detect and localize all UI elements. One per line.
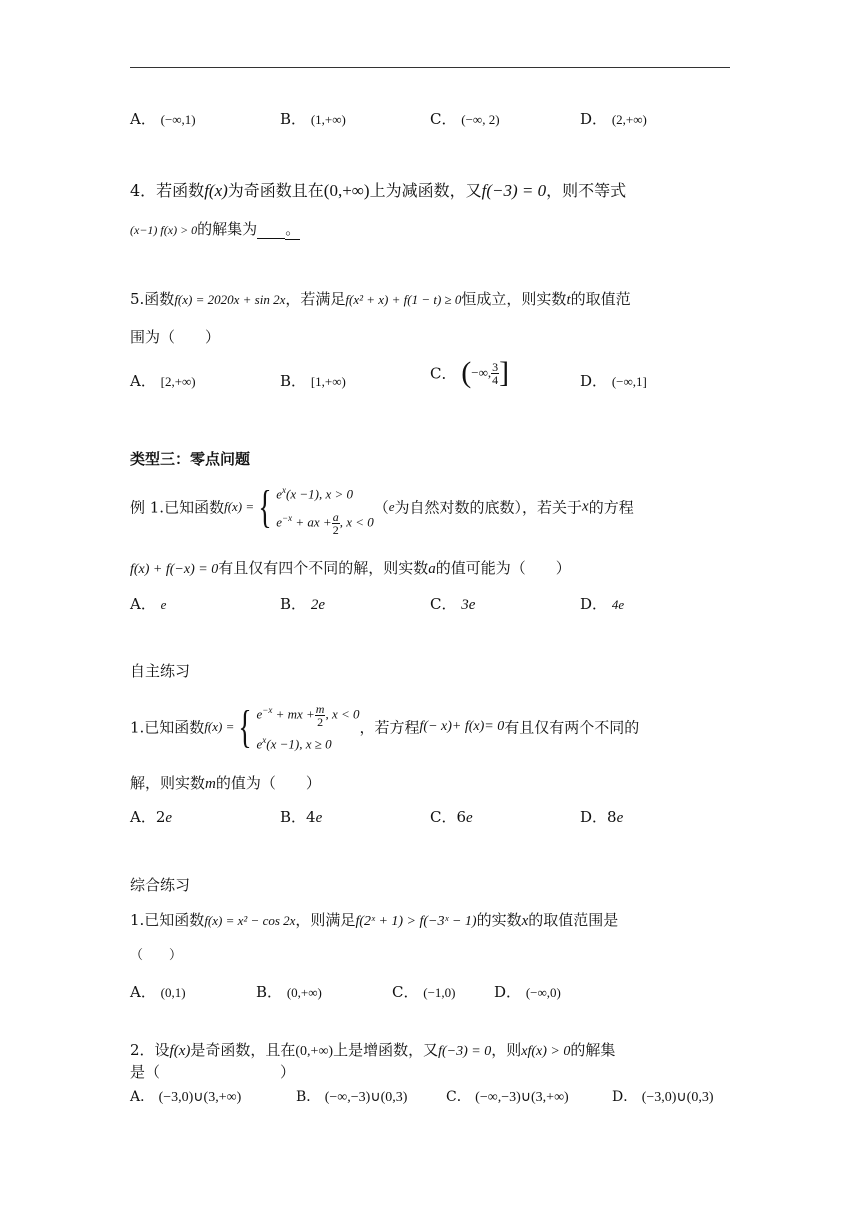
q5-line2: 围为（ ）	[130, 328, 221, 346]
equation: f(− x)+ f(x)= 0	[419, 719, 505, 735]
cq1-option-c	[392, 981, 456, 1002]
case-exponent: −x	[282, 513, 293, 524]
sp-option-a	[130, 806, 172, 827]
cq1-option-a	[130, 981, 186, 1002]
option-label: C．	[430, 110, 457, 128]
inequality: (x−1) f(x) > 0	[130, 223, 198, 237]
sp-text: ，若方程	[359, 718, 420, 737]
case-2	[256, 728, 359, 756]
case-rest: (x −1), x > 0	[286, 486, 354, 502]
option-value: −∞,	[471, 365, 492, 380]
option-value: (−∞,1]	[611, 374, 647, 389]
option-value: 4	[306, 808, 316, 826]
sp-text: 的值为（ ）	[215, 774, 321, 792]
option-label: B．	[280, 595, 307, 613]
option-value: (1,+∞)	[310, 112, 346, 127]
q5-text: ，若满足	[285, 290, 346, 308]
ex1-option-d	[580, 593, 624, 614]
q5-number: 5.函数	[130, 290, 175, 308]
cq2-line2: 是（ ）	[130, 1063, 296, 1081]
q4-text: 的解集为	[197, 220, 258, 238]
variable: a	[428, 561, 436, 577]
piecewise-cases	[256, 698, 359, 756]
option-value: 3e	[461, 597, 476, 613]
variable: e	[388, 499, 395, 515]
cq1-option-d	[494, 981, 561, 1002]
sp-option-d	[580, 806, 623, 827]
option-label: B．	[280, 110, 307, 128]
option-label: D．	[580, 372, 608, 390]
section-title: 类型三：零点问题	[130, 450, 251, 468]
ex1-option-a	[130, 593, 166, 614]
inequality: f(x² + x) + f(1 − t) ≥ 0	[345, 292, 462, 307]
case-base: e	[256, 736, 263, 752]
option-value: (2,+∞)	[611, 112, 647, 127]
case-2	[276, 506, 373, 536]
fraction-denominator: 4	[492, 372, 499, 387]
cq2-text: 上是增函数，又	[333, 1041, 439, 1059]
fraction-numerator: m	[315, 701, 325, 716]
q4-line1	[130, 178, 626, 201]
interval: (0,+∞)	[323, 181, 370, 200]
q3-option-d	[580, 108, 647, 129]
variable: x	[582, 498, 589, 515]
option-label: A．	[130, 110, 156, 128]
cq1-option-b	[256, 981, 322, 1002]
ex1-line1: 例 1.已知函数f(x) ={ $e^x(x -1)$, x > 0 $e^{-x}$ + ax + $\frac{a}{2}$ , x < 0 （e为自然对数的底数），若关于x的方程	[130, 478, 634, 536]
option-value: (−∞,−3)∪(3,+∞)	[475, 1090, 569, 1105]
e-symbol: e	[315, 810, 323, 826]
option-label: A．	[130, 808, 156, 826]
sp-option-c	[430, 806, 473, 827]
fraction-numerator: 3	[492, 359, 499, 374]
ex1-text: 的方程	[588, 498, 634, 517]
q3-option-a	[130, 108, 196, 129]
option-label: A．	[130, 595, 156, 613]
variable: t	[566, 292, 571, 308]
cq1-line2: （ ）	[130, 948, 183, 963]
option-label: D．	[612, 1089, 638, 1105]
fraction-denominator: 2	[317, 714, 324, 729]
q5-text: 恒成立，则实数	[461, 290, 567, 308]
header-rule	[130, 67, 730, 68]
q5-option-c: C． (−∞, $\frac{3}{4}$ ]	[430, 356, 510, 389]
sp-line1: 1.已知函数f(x) ={ $e^{-x}$ + mx + $\frac{m}{2}$ , x < 0 $e^x(x -1)$, x ≥ 0 ，若方程f(− x)+ f(x)= 0有且仅有两个不同的	[130, 698, 639, 756]
function-def: f(x) = x² − cos 2x	[204, 913, 296, 928]
cq2-option-c	[446, 1086, 569, 1106]
interval: (0,+∞)	[295, 1044, 334, 1059]
ex1-text: 为自然对数的底数），若关于	[394, 498, 583, 517]
q5-option-d	[580, 370, 647, 391]
piecewise-cases	[276, 478, 373, 536]
q4-text: 上为减函数，又	[369, 181, 482, 200]
function-symbol: f(x) =	[224, 499, 255, 515]
inequality: f(2ˣ + 1) > f(−3ˣ − 1)	[355, 914, 477, 929]
e-symbol: e	[466, 810, 473, 826]
q4-number: 4．若函数	[130, 181, 205, 200]
option-label: A．	[130, 983, 156, 1001]
function-symbol: f(x)	[169, 1043, 191, 1059]
ex1-text: （	[373, 498, 389, 517]
cq2-text: 的解集	[570, 1041, 616, 1059]
option-value: (0,1)	[160, 985, 186, 1000]
case-rest: , x < 0	[325, 706, 360, 722]
condition: f(−3) = 0	[438, 1044, 492, 1059]
option-value: (−∞,−3)∪(0,3)	[324, 1090, 408, 1105]
option-value: 2	[155, 808, 166, 826]
option-value: (−∞,1)	[160, 112, 196, 127]
ex1-lead: 例 1.已知函数	[130, 498, 225, 517]
case-base: e	[276, 486, 283, 502]
option-value: 8	[607, 808, 617, 826]
option-label: A．	[130, 372, 156, 390]
condition: f(−3) = 0	[481, 181, 547, 200]
option-value: 2e	[310, 597, 325, 613]
cq2-option-d	[612, 1086, 713, 1106]
option-label: C．	[430, 364, 457, 383]
option-value: 4e	[611, 597, 625, 612]
variable: m	[205, 776, 216, 792]
case-base: e	[276, 514, 283, 530]
inequality: xf(x) > 0	[521, 1044, 571, 1059]
q5-line1	[130, 288, 631, 309]
q3-option-c	[430, 108, 500, 129]
option-label: A．	[130, 1089, 155, 1105]
sp-lead: 1.已知函数	[130, 718, 205, 737]
case-exponent: x	[262, 734, 267, 745]
fraction-numerator: a	[332, 510, 339, 525]
comprehensive-title: 综合练习	[130, 876, 191, 894]
case-rest: (x −1), x ≥ 0	[266, 736, 332, 752]
cq1-text: 的取值范围是	[528, 911, 619, 929]
function-def: f(x) = 2020x + sin 2x	[174, 292, 286, 307]
case-base: e	[256, 706, 263, 722]
q4-text: 为奇函数且在	[227, 181, 324, 200]
option-label: B．	[296, 1089, 321, 1105]
option-label: B．	[280, 372, 307, 390]
case-1	[256, 698, 359, 728]
cq2-line1	[130, 1039, 615, 1060]
cq1-text: ，则满足	[295, 911, 356, 929]
function-symbol: f(x) =	[204, 719, 235, 735]
q4-text: ，则不等式	[546, 181, 627, 200]
option-label: B．	[280, 808, 307, 826]
cq2-option-a	[130, 1086, 241, 1106]
option-label: D．	[580, 595, 608, 613]
option-value: (−3,0)∪(0,3)	[641, 1090, 714, 1105]
sp-line2	[130, 772, 321, 793]
option-label: C．	[392, 983, 419, 1001]
answer-blank	[257, 220, 285, 239]
sp-text: 解，则实数	[130, 774, 206, 792]
fraction-denominator: 2	[332, 523, 339, 538]
option-label: D．	[580, 110, 608, 128]
ex1-line2	[130, 557, 571, 578]
q5-option-a	[130, 370, 196, 391]
ex1-text: 有且仅有四个不同的解，则实数	[218, 559, 429, 577]
option-label: C．	[446, 1089, 471, 1105]
self-practice-title: 自主练习	[130, 662, 191, 680]
answer-blank-end: 。	[285, 220, 301, 238]
ex1-option-b	[280, 593, 325, 614]
option-value: (−∞, 2)	[461, 112, 500, 127]
cq1-line1	[130, 909, 618, 930]
cq1-lead: 1.已知函数	[130, 911, 205, 929]
case-exponent: x	[282, 485, 287, 495]
q3-option-b	[280, 108, 346, 129]
q5-option-b	[280, 370, 346, 391]
case-mid: + ax +	[292, 514, 332, 530]
function-symbol: f(x)	[204, 181, 228, 200]
option-label: C．	[430, 808, 457, 826]
cq2-option-b	[296, 1086, 407, 1106]
option-label: D．	[494, 983, 522, 1001]
option-value: (−3,0)∪(3,+∞)	[158, 1090, 242, 1105]
option-value: (−1,0)	[423, 985, 456, 1000]
variable: x	[521, 913, 529, 929]
ex1-text: 的值可能为（ ）	[435, 559, 571, 577]
option-value: 6	[456, 808, 467, 826]
q5-text: 的取值范	[570, 290, 631, 308]
option-value: e	[160, 597, 167, 612]
option-value: [2,+∞)	[160, 374, 196, 389]
case-rest: , x < 0	[339, 514, 374, 530]
cq2-text: 是奇函数，且在	[190, 1041, 296, 1059]
case-1	[276, 478, 373, 506]
option-label: C．	[430, 595, 457, 613]
e-symbol: e	[616, 810, 624, 826]
option-value: [1,+∞)	[310, 374, 346, 389]
sp-option-b	[280, 806, 322, 827]
e-symbol: e	[165, 810, 173, 826]
equation: f(x) + f(−x) = 0	[130, 562, 219, 577]
cq1-text: 的实数	[476, 911, 522, 929]
option-label: B．	[256, 983, 283, 1001]
q4-line2	[130, 218, 300, 240]
case-mid: + mx +	[272, 706, 315, 722]
ex1-option-c	[430, 593, 475, 614]
case-exponent: −x	[262, 705, 273, 715]
cq2-lead: 2．设	[130, 1041, 170, 1059]
option-value: (−∞,0)	[525, 985, 561, 1000]
option-label: D．	[580, 808, 608, 826]
cq2-text: ，则	[491, 1041, 522, 1059]
sp-text: 有且仅有两个不同的	[504, 718, 640, 737]
option-value: (0,+∞)	[286, 985, 322, 1000]
